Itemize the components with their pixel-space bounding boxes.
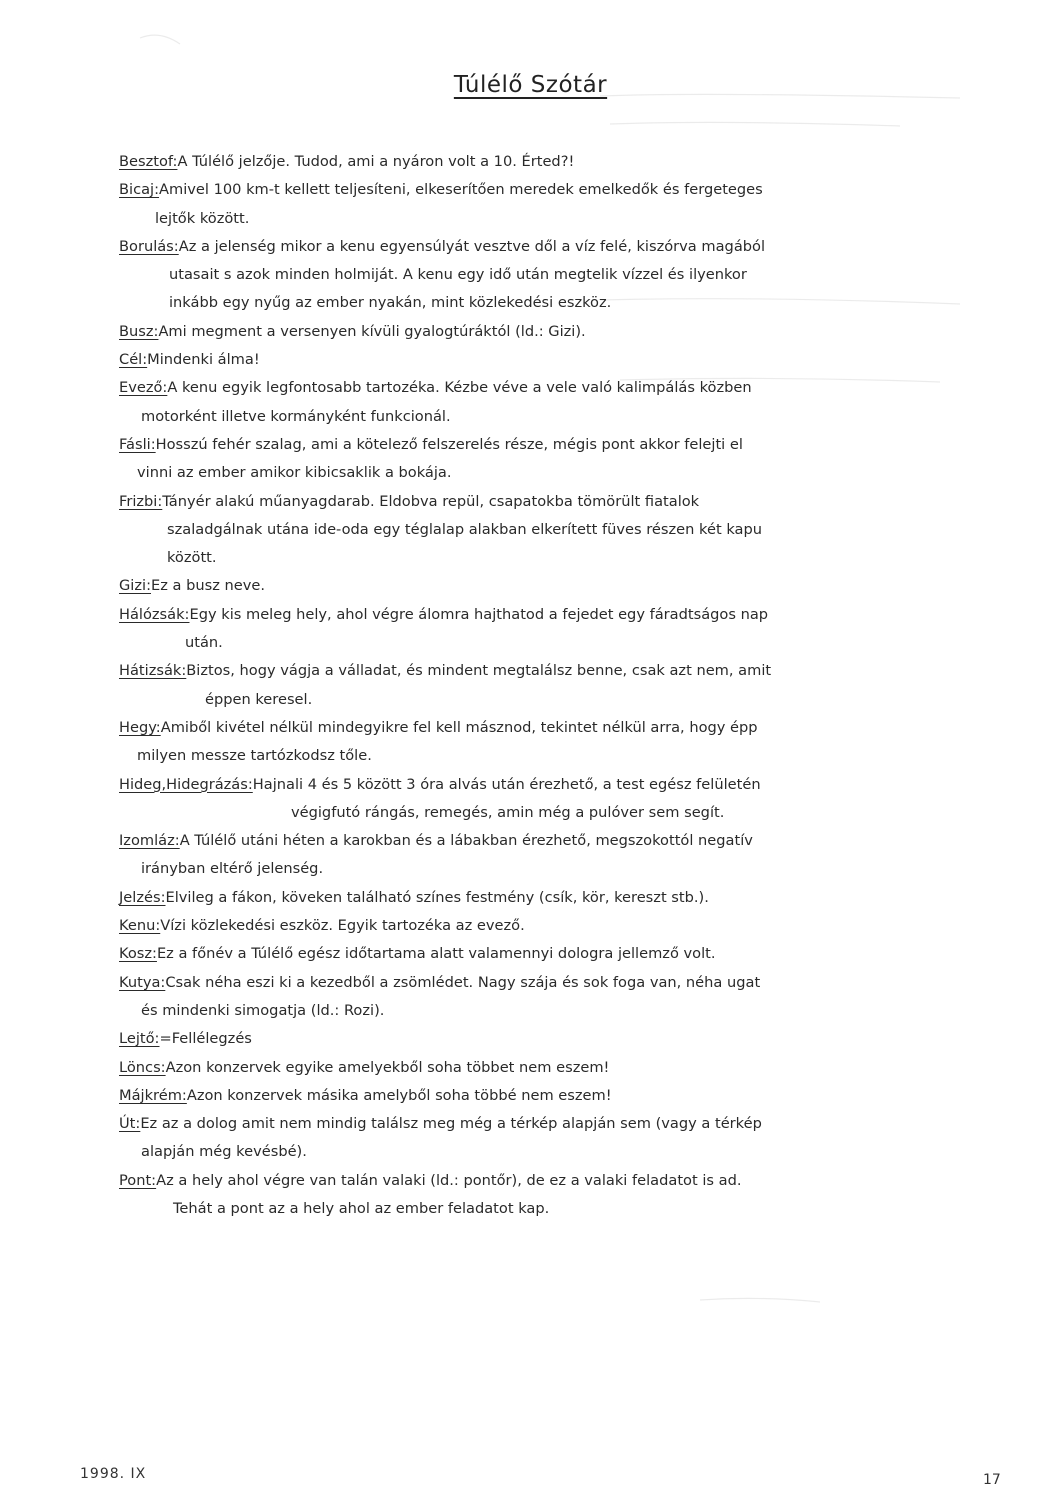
dictionary-entry — [119, 601, 909, 658]
dictionary-entry — [119, 940, 909, 968]
dictionary-entry — [119, 572, 909, 600]
entry-term: Busz: — [119, 322, 159, 340]
dictionary-entry — [119, 771, 909, 828]
dictionary-entry — [119, 346, 909, 374]
dictionary-list — [119, 148, 909, 1223]
entry-term: Evező: — [119, 379, 168, 397]
entry-term: Hálózsák: — [119, 605, 190, 623]
dictionary-entry — [119, 969, 909, 1026]
dictionary-entry — [119, 148, 909, 176]
entry-term: Hátizsák: — [119, 662, 187, 680]
entry-term: Kenu: — [119, 917, 161, 935]
entry-definition-line: Tányér alakú műanyagdarab. Eldobva repül, csapatokba tömörült fiatalok — [162, 492, 700, 510]
entry-definition-line: Vízi közlekedési eszköz. Egyik tartozéka az evező. — [160, 917, 525, 935]
entry-definition-line: között. — [167, 549, 217, 567]
dictionary-entry — [119, 1082, 909, 1110]
entry-term: Besztof: — [119, 153, 178, 170]
entry-term: Kutya: — [119, 973, 166, 991]
entry-term: Jelzés: — [119, 888, 166, 906]
entry-definition-line: Ez a busz neve. — [151, 577, 265, 595]
entry-definition-line: milyen messze tartózkodsz tőle. — [137, 747, 372, 765]
entry-definition-line: vinni az ember amikor kibicsaklik a bokája. — [137, 464, 452, 482]
entry-definition-line: és mindenki simogatja (ld.: Rozi). — [141, 1001, 385, 1019]
dictionary-entry — [119, 233, 909, 318]
entry-definition-line: Ez a főnév a Túlélő egész időtartama alatt valamennyi dologra jellemző volt. — [156, 945, 716, 963]
entry-definition-line: A kenu egyik legfontosabb tartozéka. Kézbe véve a vele való kalimpálás közben — [167, 379, 752, 397]
entry-term: Májkrém: — [119, 1086, 187, 1104]
dictionary-entry — [119, 657, 909, 714]
entry-term: Kosz: — [119, 945, 157, 963]
entry-definition-line: Azon konzervek másika amelyből soha többé nem eszem! — [186, 1086, 612, 1104]
entry-definition-line: éppen keresel. — [205, 690, 313, 708]
entry-definition-line: Az a hely ahol végre van talán valaki (ld.: pontőr), de ez a valaki feladatot is ad. — [156, 1171, 742, 1189]
entry-definition-line: Ez az a dolog amit nem mindig találsz meg még a térkép alapján sem (vagy a térkép — [140, 1115, 762, 1133]
entry-definition-line: Az a jelenség mikor a kenu egyensúlyát vesztve dől a víz felé, kiszórva magából — [178, 237, 766, 255]
dictionary-entry — [119, 827, 909, 884]
entry-definition-line: Csak néha eszi ki a kezedből a zsömlédet. Nagy szája és sok foga van, néha ugat — [165, 973, 761, 991]
entry-term: Löncs: — [119, 1058, 166, 1076]
dictionary-entry — [119, 488, 909, 573]
handwritten-date: 1998. IX — [80, 1466, 147, 1482]
page-title: Túlélő Szótár — [453, 72, 608, 98]
entry-term: Hegy: — [119, 718, 161, 736]
dictionary-entry — [119, 176, 909, 233]
entry-definition-line: lejtők között. — [155, 209, 250, 227]
dictionary-entry — [119, 912, 909, 940]
entry-definition-line: Amivel 100 km-t kellett teljesíteni, elkeserítően meredek emelkedők és fergeteges — [159, 181, 763, 199]
entry-term: Gizi: — [119, 577, 151, 595]
entry-definition-line: =Fellélegzés — [159, 1030, 252, 1048]
entry-definition-line: Egy kis meleg hely, ahol végre álomra hajthatod a fejedet egy fáradtságos nap — [189, 605, 769, 623]
dictionary-entry — [119, 1110, 909, 1167]
entry-definition-line: motorként illetve kormányként funkcionál. — [141, 407, 451, 425]
dictionary-entry — [119, 884, 909, 912]
dictionary-entry — [119, 714, 909, 771]
entry-term: Bicaj: — [119, 181, 160, 199]
entry-term: Cél: — [119, 351, 148, 369]
entry-definition-line: inkább egy nyűg az ember nyakán, mint közlekedési eszköz. — [169, 294, 612, 312]
entry-term: Hideg,Hidegrázás: — [119, 775, 253, 793]
entry-definition-line: Biztos, hogy vágja a válladat, és mindent megtalálsz benne, csak azt nem, amit — [186, 662, 772, 680]
entry-definition-line: Amiből kivétel nélkül mindegyikre fel kell másznod, tekintet nélkül arra, hogy épp — [160, 718, 758, 736]
entry-definition-line: végigfutó rángás, remegés, amin még a pulóver sem segít. — [291, 803, 725, 821]
dictionary-entry — [119, 1167, 909, 1224]
entry-definition-line: Ami megment a versenyen kívüli gyalogtúráktól (ld.: Gizi). — [158, 322, 586, 340]
entry-definition-line: szaladgálnak utána ide-oda egy téglalap alakban elkerített füves részen két kapu — [167, 520, 762, 538]
entry-definition-line: A Túlélő jelzője. Tudod, ami a nyáron volt a 10. Érted?! — [177, 153, 575, 170]
entry-definition-line: Hajnali 4 és 5 között 3 óra alvás után érezhető, a test egész felületén — [252, 775, 761, 793]
entry-term: Út: — [119, 1115, 141, 1133]
entry-term: Lejtő: — [119, 1030, 160, 1048]
entry-term: Borulás: — [119, 237, 179, 255]
entry-definition-line: A Túlélő utáni héten a karokban és a lábakban érezhető, megszokottól negatív — [179, 832, 753, 850]
entry-definition-line: irányban eltérő jelenség. — [141, 860, 324, 878]
dictionary-entry — [119, 1054, 909, 1082]
entry-definition-line: Mindenki álma! — [147, 351, 260, 369]
entry-term: Pont: — [119, 1171, 157, 1189]
dictionary-entry — [119, 318, 909, 346]
entry-term: Frizbi: — [119, 492, 163, 510]
entry-definition-line: Hosszú fehér szalag, ami a kötelező felszerelés része, mégis pont akkor felejti el — [155, 435, 743, 453]
entry-term: Fásli: — [119, 435, 156, 453]
dictionary-entry — [119, 1025, 909, 1053]
entry-term: Izomláz: — [119, 832, 180, 850]
page-number: 17 — [983, 1472, 1001, 1488]
entry-definition-line: után. — [185, 634, 223, 652]
dictionary-entry — [119, 374, 909, 431]
entry-definition-line: Tehát a pont az a hely ahol az ember feladatot kap. — [173, 1199, 550, 1217]
entry-definition-line: Azon konzervek egyike amelyekből soha többet nem eszem! — [165, 1058, 610, 1076]
entry-definition-line: utasait s azok minden holmiját. A kenu egy idő után megtelik vízzel és ilyenkor — [169, 266, 747, 284]
entry-definition-line: alapján még kevésbé). — [141, 1143, 307, 1161]
entry-definition-line: Elvileg a fákon, köveken található színes festmény (csík, kör, kereszt stb.). — [165, 888, 709, 906]
dictionary-entry — [119, 431, 909, 488]
